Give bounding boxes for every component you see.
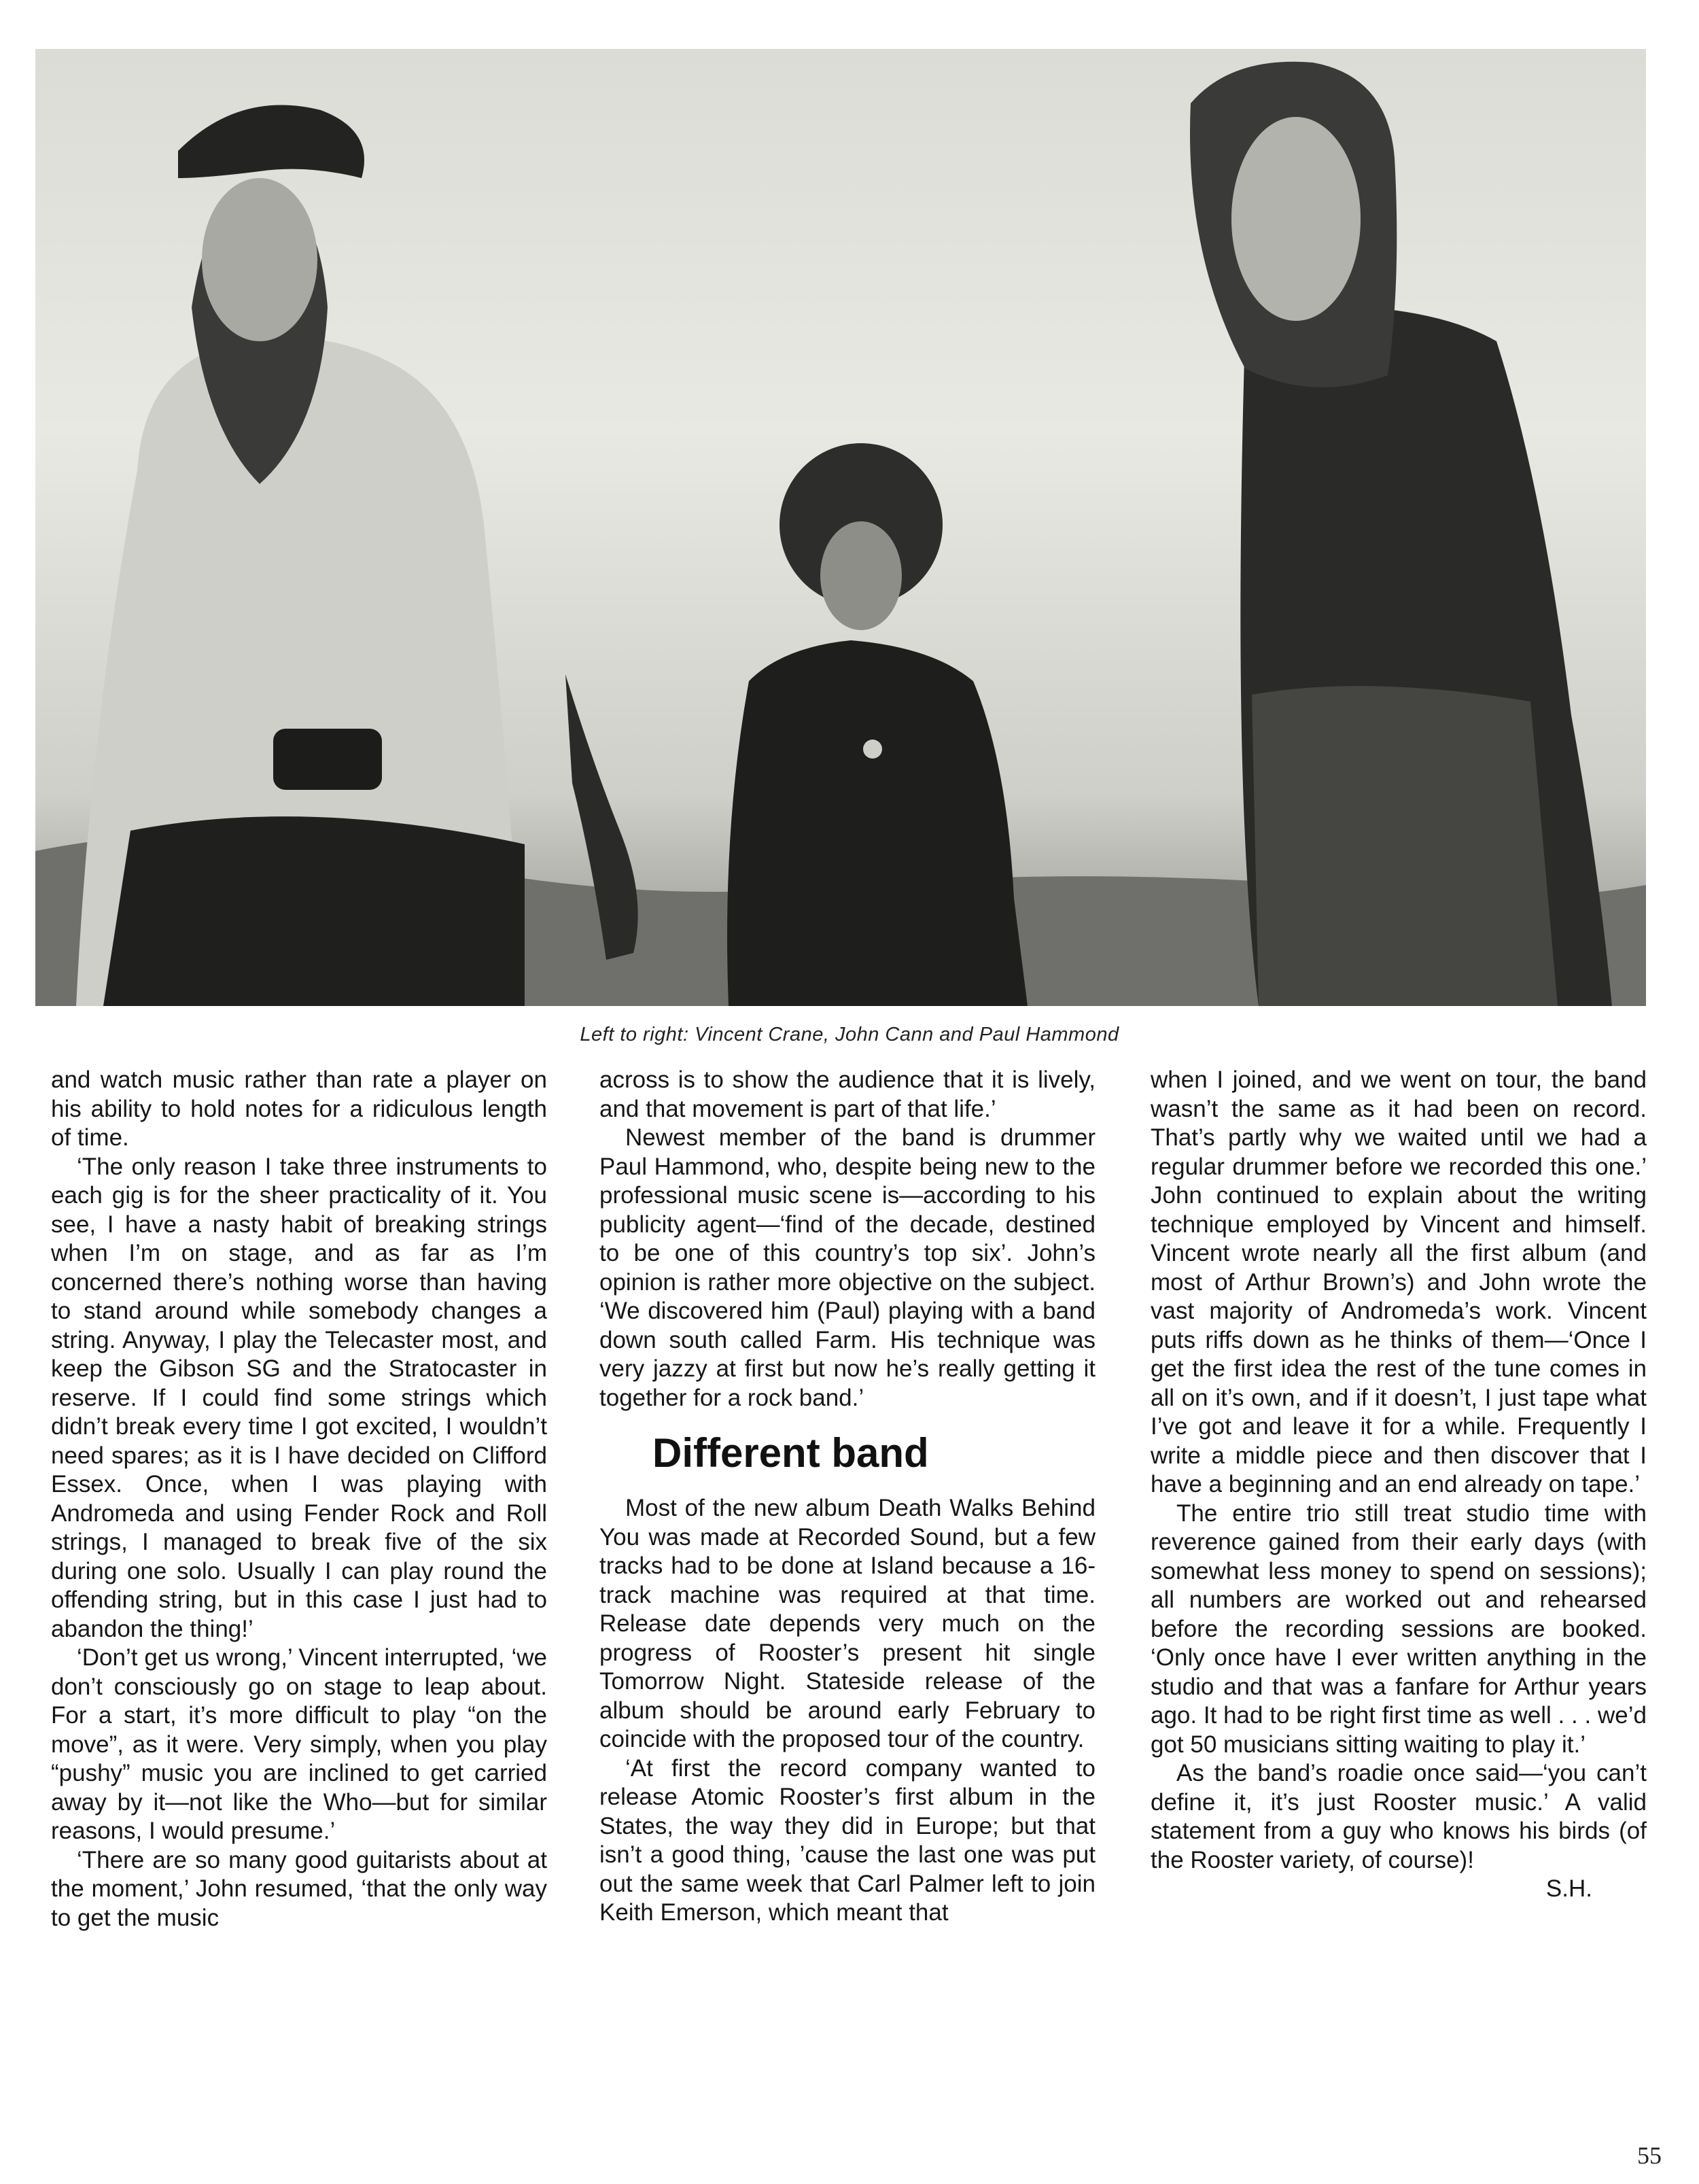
- article-paragraph: Most of the new album Death Walks Behind You was made at Recorded Sound, but a few tracks had to be done at Island because a 16-track machine was required at that time. Release date depends very much on the progress of Rooster’s present hit single Tomorrow Night. Stateside release of the album should be around early February to coincide with the proposed tour of the country.: [599, 1495, 1096, 1752]
- article-paragraph: As the band’s roadie once said—‘you can’t define it, it’s just Rooster music.’ A valid statement from a guy who knows his birds (of the Rooster variety, of course)!: [1151, 1760, 1647, 1873]
- article-paragraph: ‘The only reason I take three instruments to each gig is for the sheer practicality of it. You see, I have a nasty habit of breaking strings when I’m on stage, and as far as I’m concerned there’s nothing worse than having to stand around while somebody changes a string. Anyway, I play the Telecaster most, and keep the Gibson SG and the Stratocaster in reserve. If I could find some strings which didn’t break every time I got excited, I wouldn’t need spares; as it is I have decided on Clifford Essex. Once, when I was playing with Andromeda and using Fender Rock and Roll strings, I managed to break five of the six during one solo. Usually I can play round the offending string, but in this case I just had to abandon the thing!’: [51, 1153, 547, 1642]
- article-column-2: [599, 1066, 1096, 1928]
- article-paragraph: when I joined, and we went on tour, the band wasn’t the same as it had been on record. That’s partly why we waited until we had a regular drummer before we recorded this one.’ John continued to explain about the writing technique employed by Vincent and himself. Vincent wrote nearly all the first album (and most of Arthur Brown’s) and John wrote the vast majority of Andromeda’s work. Vincent puts riffs down as he thinks of them—‘Once I get the first idea the rest of the tune comes in all on it’s own, and if it doesn’t, I just tape what I’ve got and leave it for a while. Frequently I write a middle piece and then discover that I have a beginning and an end already on tape.’: [1151, 1067, 1647, 1497]
- photo-caption: Left to right: Vincent Crane, John Cann and Paul Hammond: [580, 1024, 1119, 1045]
- article-paragraph: ‘Don’t get us wrong,’ Vincent interrupted, ‘we don’t consciously go on stage to leap about. For a start, it’s more difficult to play “on the move”, as it were. Very simply, when you play “pushy” music you are inclined to get carried away by it—not like the Who—but for similar reasons, I would presume.’: [51, 1644, 547, 1844]
- article-paragraph: across is to show the audience that it is lively, and that movement is part of that life.’: [599, 1067, 1096, 1122]
- article-column-3: [1151, 1066, 1647, 1904]
- article-paragraph: Newest member of the band is drummer Paul Hammond, who, despite being new to the professional music scene is—according to his publicity agent—‘find of the decade, destined to be one of this country’s top six’. John’s opinion is rather more objective on the subject. ‘We discovered him (Paul) playing with a band down south called Farm. His technique was very jazzy at first but now he’s really getting it together for a rock band.’: [599, 1124, 1096, 1411]
- article-paragraph: ‘There are so many good guitarists about at the moment,’ John resumed, ‘that the only way to get the music: [51, 1846, 547, 1931]
- section-subheading: Different band: [652, 1430, 929, 1476]
- band-photo-illustration: [35, 49, 1646, 1006]
- article-paragraph: and watch music rather than rate a player on his ability to hold notes for a ridiculous length of time.: [51, 1067, 547, 1151]
- author-signature: S.H.: [1545, 1875, 1592, 1902]
- article-paragraph: ‘At first the record company wanted to release Atomic Rooster’s first album in the States, the way they did in Europe; but that isn’t a good thing, ’cause the last one was put out the same week that Carl Palmer left to join Keith Emerson, which meant that: [599, 1754, 1096, 1926]
- article-paragraph: The entire trio still treat studio time with reverence gained from their early days (with somewhat less money to spend on sessions); all numbers are worked out and rehearsed before the recording sessions are booked. ‘Only once have I ever written anything in the studio and that was a fanfare for Arthur years ago. It had to be right first time as well . . . we’d got 50 musicians sitting waiting to play it.’: [1151, 1500, 1647, 1758]
- page-number: 55: [1637, 2142, 1662, 2169]
- article-column-1: [51, 1066, 547, 1932]
- band-photo: [35, 49, 1646, 1006]
